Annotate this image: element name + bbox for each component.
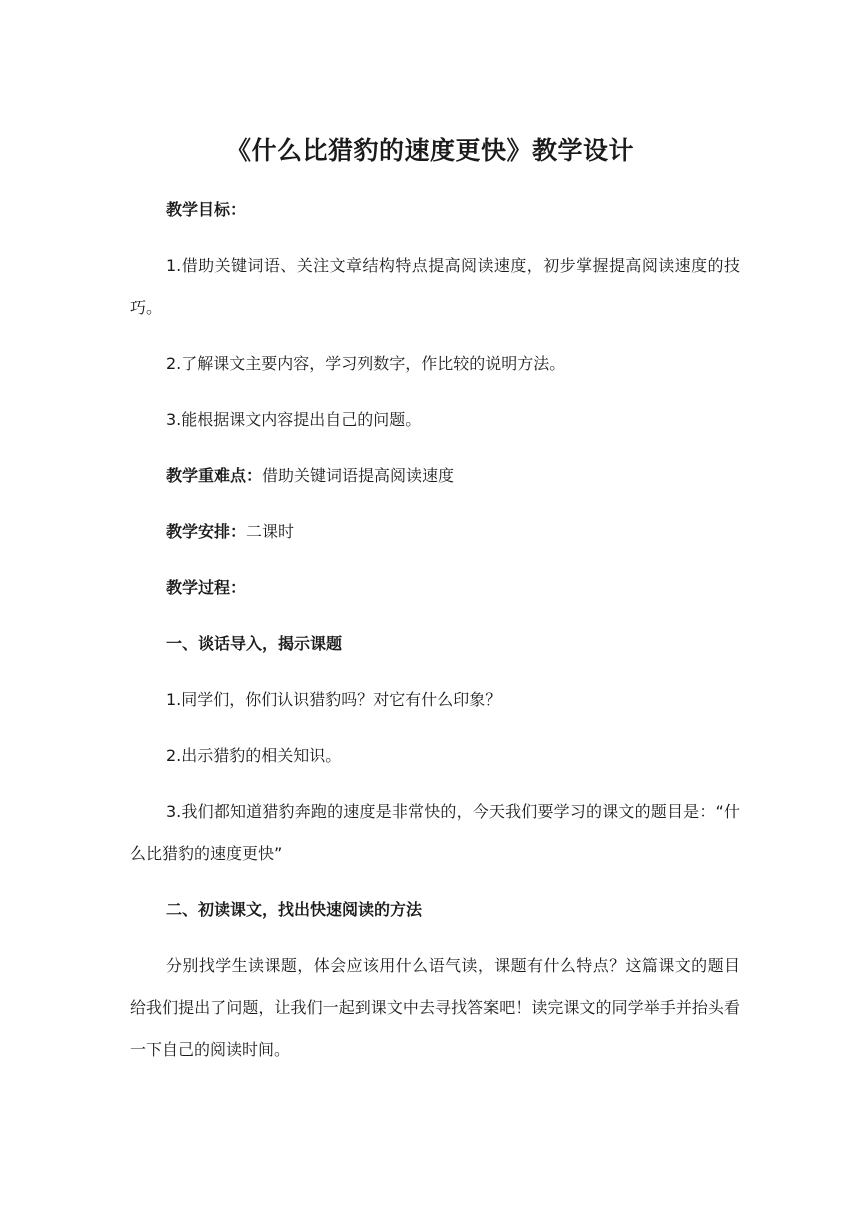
schedule-label: 教学安排： <box>166 522 247 541</box>
goal-item-1: 1.借助关键词语、关注文章结构特点提高阅读速度，初步掌握提高阅读速度的技巧。 <box>130 256 740 317</box>
section-1-heading: 一、谈话导入，揭示课题 <box>166 634 343 653</box>
document-title: 《什么比猎豹的速度更快》教学设计 <box>225 136 634 165</box>
document-body <box>130 196 740 1092</box>
goal-item-2: 2.了解课文主要内容，学习列数字，作比较的说明方法。 <box>166 354 566 373</box>
section-1-item-2: 2.出示猎豹的相关知识。 <box>166 746 342 765</box>
goal-item-3: 3.能根据课文内容提出自己的问题。 <box>166 410 422 429</box>
key-difficulty-value: 借助关键词语提高阅读速度 <box>262 466 455 485</box>
key-difficulty-label: 教学重难点： <box>166 466 263 485</box>
schedule-line <box>130 518 740 546</box>
key-difficulty-line <box>130 462 740 490</box>
process-heading: 教学过程： <box>166 578 247 597</box>
section-2-heading: 二、初读课文，找出快速阅读的方法 <box>166 900 423 919</box>
goals-heading: 教学目标： <box>166 200 247 219</box>
section-2-paragraph: 分别找学生读课题，体会应该用什么语气读，课题有什么特点？这篇课文的题目给我们提出了问题，让我们一起到课文中去寻找答案吧！读完课文的同学举手并抬头看一下自己的阅读时间。 <box>130 956 740 1059</box>
section-1-item-3: 3.我们都知道猎豹奔跑的速度是非常快的，今天我们要学习的课文的题目是：“什么比猎豹的速度更快” <box>130 802 740 863</box>
section-1-item-1: 1.同学们，你们认识猎豹吗？对它有什么印象？ <box>166 690 502 709</box>
schedule-value: 二课时 <box>246 522 295 541</box>
